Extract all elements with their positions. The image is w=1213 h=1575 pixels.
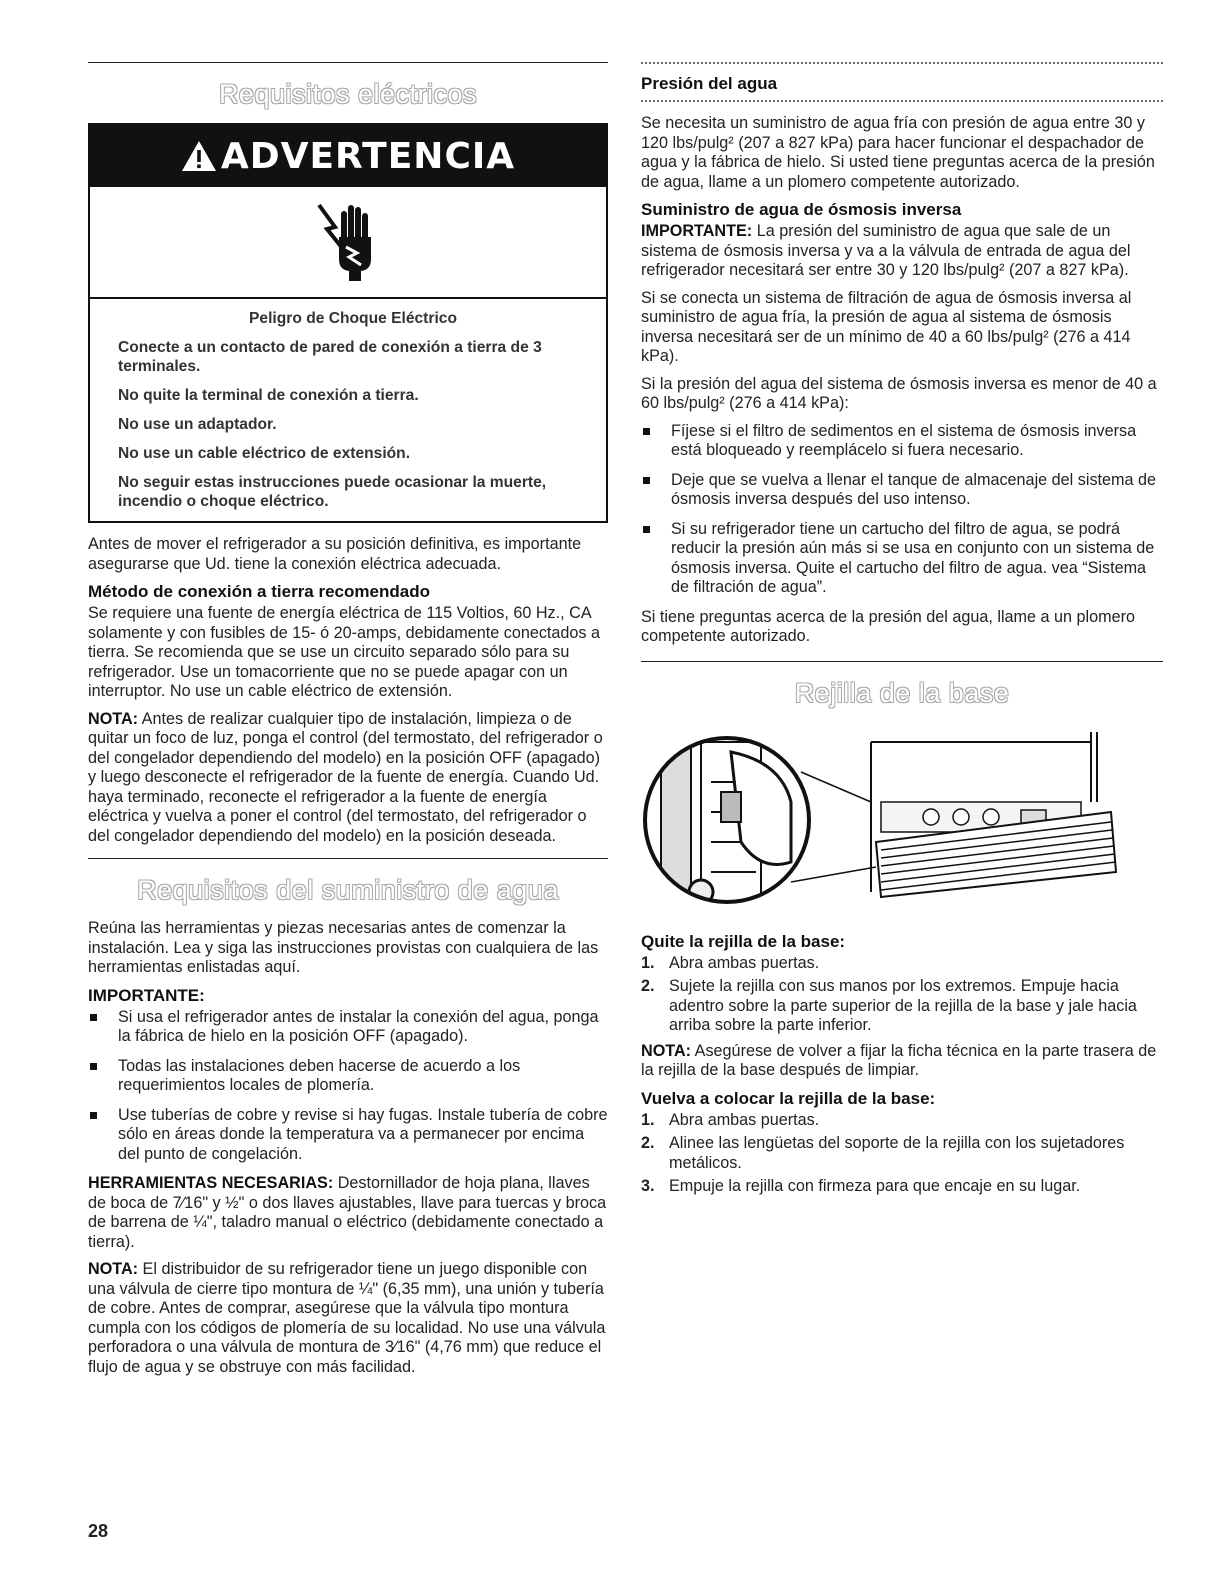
section-title-water: Requisitos del suministro de agua	[137, 875, 559, 905]
water-intro: Reúna las herramientas y piezas necesarias antes de comenzar la instalación. Lea y siga las instrucciones provistas con cualquiera de las herramientas enlistadas aquí.	[88, 919, 599, 976]
ro-paragraph-2: Si se conecta un sistema de filtración de agua de ósmosis inversa al suministro de agua fría, la presión de agua al sistema de ósmosis inversa necesitará ser de un mínimo de 40 a 60 lbs/pulg² (276 a 414 kPa).	[641, 288, 1132, 365]
ro-importante	[641, 222, 1163, 281]
page-number: 28	[88, 1521, 109, 1541]
warning-box	[88, 123, 608, 523]
nota-3-text: Asegúrese de volver a fijar la ficha técnica en la parte trasera de la rejilla de la base después de limpiar.	[641, 1041, 1157, 1079]
nota-2	[88, 1260, 608, 1377]
dotted-rule-bottom	[641, 100, 1163, 102]
ro-importante-label: IMPORTANTE:	[641, 222, 753, 240]
importante-list	[88, 1008, 608, 1165]
ground-heading: Método de conexión a tierra recomendado	[88, 582, 430, 601]
water-rule	[88, 858, 608, 859]
electric-shock-hand-icon	[313, 197, 383, 287]
warning-line-2: No quite la terminal de conexión a tierra.	[118, 387, 419, 404]
list-item: Deje que se vuelva a llenar el tanque de almacenaje del sistema de ósmosis inversa después del uso intenso.	[641, 471, 1163, 510]
ro-importante-text: La presión del suministro de agua que sale de un sistema de ósmosis inversa y va a la válvula de entrada de agua del refrigerador necesitará ser entre 30 y 120 lbs/pulg² (207 a 827 kPa).	[641, 222, 1131, 279]
top-rule-left	[88, 62, 608, 63]
section-title-electrical: Requisitos eléctricos	[218, 79, 478, 109]
warning-hazard-title: Peligro de Choque Eléctrico	[249, 310, 457, 327]
pressure-text: Se necesita un suministro de agua fría con presión de agua entre 30 y 120 lbs/pulg² (207 a 827 kPa) para hacer funcionar el despachador de agua y la fábrica de hielo. Si usted tiene preguntas acerca de la presión de agua, llame a un plomero competente autorizado.	[641, 114, 1155, 191]
list-item: Fíjese si el filtro de sedimentos en el sistema de ósmosis inversa está bloqueado y reemplácelo si fuera necesario.	[641, 422, 1163, 461]
bullet-square-icon	[90, 1112, 97, 1119]
importante-heading: IMPORTANTE:	[88, 985, 205, 1005]
dotted-rule-top	[641, 62, 1163, 64]
nota-1-text: Antes de realizar cualquier tipo de instalación, limpieza o de quitar un foco de luz, ponga el control (del termostato, del refrigerador o del congelador dependiendo del modelo) en la posición OFF (apagado) y luego desconecte el refrigerador de la fuente de energía. Cuando Ud. haya terminado, reconecte el refrigerador a la fuente de energía eléctrica y vuelva a poner el control (del termostato, del refrigerador o del congelador dependiendo del modelo) en la posición deseada.	[88, 709, 603, 845]
list-item: 1. Abra ambas puertas.	[641, 953, 820, 972]
electrical-intro: Antes de mover el refrigerador a su posición definitiva, es importante asegurarse que Ud. tiene la conexión eléctrica adecuada.	[88, 535, 582, 573]
shock-icon-area	[90, 187, 606, 299]
list-item: Todas las instalaciones deben hacerse de acuerdo a los requerimientos locales de plomería.	[88, 1057, 608, 1096]
warning-line-4: No use un cable eléctrico de extensión.	[118, 445, 411, 462]
bullet-square-icon	[643, 526, 650, 533]
list-item: Si usa el refrigerador antes de instalar la conexión del agua, ponga la fábrica de hielo en la posición OFF (apagado).	[88, 1008, 608, 1047]
remove-steps	[641, 954, 1163, 1036]
bullet-square-icon	[90, 1014, 97, 1021]
left-column	[88, 62, 608, 1385]
section-title-grill: Rejilla de la base	[794, 677, 1010, 708]
ro-heading: Suministro de agua de ósmosis inversa	[641, 200, 962, 219]
replace-steps	[641, 1111, 1163, 1197]
replace-heading: Vuelva a colocar la rejilla de la base:	[641, 1088, 936, 1108]
ground-text: Se requiere una fuente de energía eléctrica de 115 Voltios, 60 Hz., CA solamente y con fusibles de 15- ó 20-amps, debidamente conectados a tierra. Se recomienda que se use un circuito separado sólo para su refrigerador. Use un tomacorriente que no se puede apagar con un interruptor. No use un cable eléctrico de extensión.	[88, 604, 601, 700]
tools-text: Destornillador de hoja plana, llaves de boca de 7⁄16" y ½" o dos llaves ajustables, llave para tuercas y broca de barrena de ¼", taladro manual o eléctrico (debidamente conectado a tierra).	[88, 1174, 607, 1251]
list-item: 2. Sujete la rejilla con sus manos por los extremos. Empuje hacia adentro sobre la parte superior de la rejilla de la base y jale hacia arriba sobre la parte inferior.	[641, 977, 1137, 1034]
list-item: Si su refrigerador tiene un cartucho del filtro de agua, se podrá reducir la presión aún más si se usa en conjunto con un sistema de ósmosis inversa. Quite el cartucho del filtro de agua. vea “Sistema de filtración de agua”.	[641, 520, 1163, 598]
ro-list	[641, 422, 1163, 598]
warning-header	[90, 125, 606, 187]
nota-3	[641, 1042, 1163, 1081]
tools-label: HERRAMIENTAS NECESARIAS:	[88, 1174, 334, 1192]
warning-line-3: No use un adaptador.	[118, 416, 277, 433]
ro-paragraph-3: Si la presión del agua del sistema de ósmosis inversa es menor de 40 a 60 lbs/pulg² (276 a 414 kPa):	[641, 374, 1157, 412]
tools-paragraph	[88, 1174, 608, 1252]
bullet-square-icon	[90, 1063, 97, 1070]
list-item: 2. Alinee las lengüetas del soporte de la rejilla con los sujetadores metálicos.	[641, 1134, 1125, 1172]
pressure-heading: Presión del agua	[641, 74, 778, 93]
nota-2-text: El distribuidor de su refrigerador tiene un juego disponible con una válvula de cierre tipo montura de ¼" (6,35 mm), una unión y tubería de cobre. Antes de comprar, asegúrese que la válvula tipo montura cumpla con los códigos de plomería de su localidad. No use una válvula perforadora o una válvula de montura de 3⁄16" (4,76 mm) que reduce el flujo de agua y se obstruye con más facilidad.	[88, 1260, 606, 1376]
ro-paragraph-4: Si tiene preguntas acerca de la presión del agua, llame a un plomero competente autorizado.	[641, 607, 1136, 645]
right-column	[641, 62, 1163, 1203]
remove-heading: Quite la rejilla de la base:	[641, 931, 846, 951]
base-grille-illustration	[641, 722, 1163, 918]
warning-line-5: No seguir estas instrucciones puede ocasionar la muerte, incendio o choque eléctrico.	[118, 474, 547, 510]
nota-1	[88, 710, 608, 847]
warning-line-1: Conecte a un contacto de pared de conexión a tierra de 3 terminales.	[118, 339, 542, 375]
list-item: 3. Empuje la rejilla con firmeza para que encaje en su lugar.	[641, 1177, 1081, 1195]
warning-text	[90, 299, 606, 521]
nota-1-label: NOTA:	[88, 709, 139, 728]
list-item: 1. Abra ambas puertas.	[641, 1110, 820, 1129]
nota-2-label: NOTA:	[88, 1260, 139, 1278]
warning-heading: ADVERTENCIA	[220, 135, 516, 177]
grill-rule	[641, 661, 1163, 662]
nota-3-label: NOTA:	[641, 1041, 692, 1060]
list-item: Use tuberías de cobre y revise si hay fugas. Instale tubería de cobre sólo en áreas donde la temperatura va a permanecer por encima del punto de congelación.	[88, 1106, 608, 1165]
bullet-square-icon	[643, 477, 650, 484]
bullet-square-icon	[643, 428, 650, 435]
warning-triangle-icon	[181, 140, 217, 172]
